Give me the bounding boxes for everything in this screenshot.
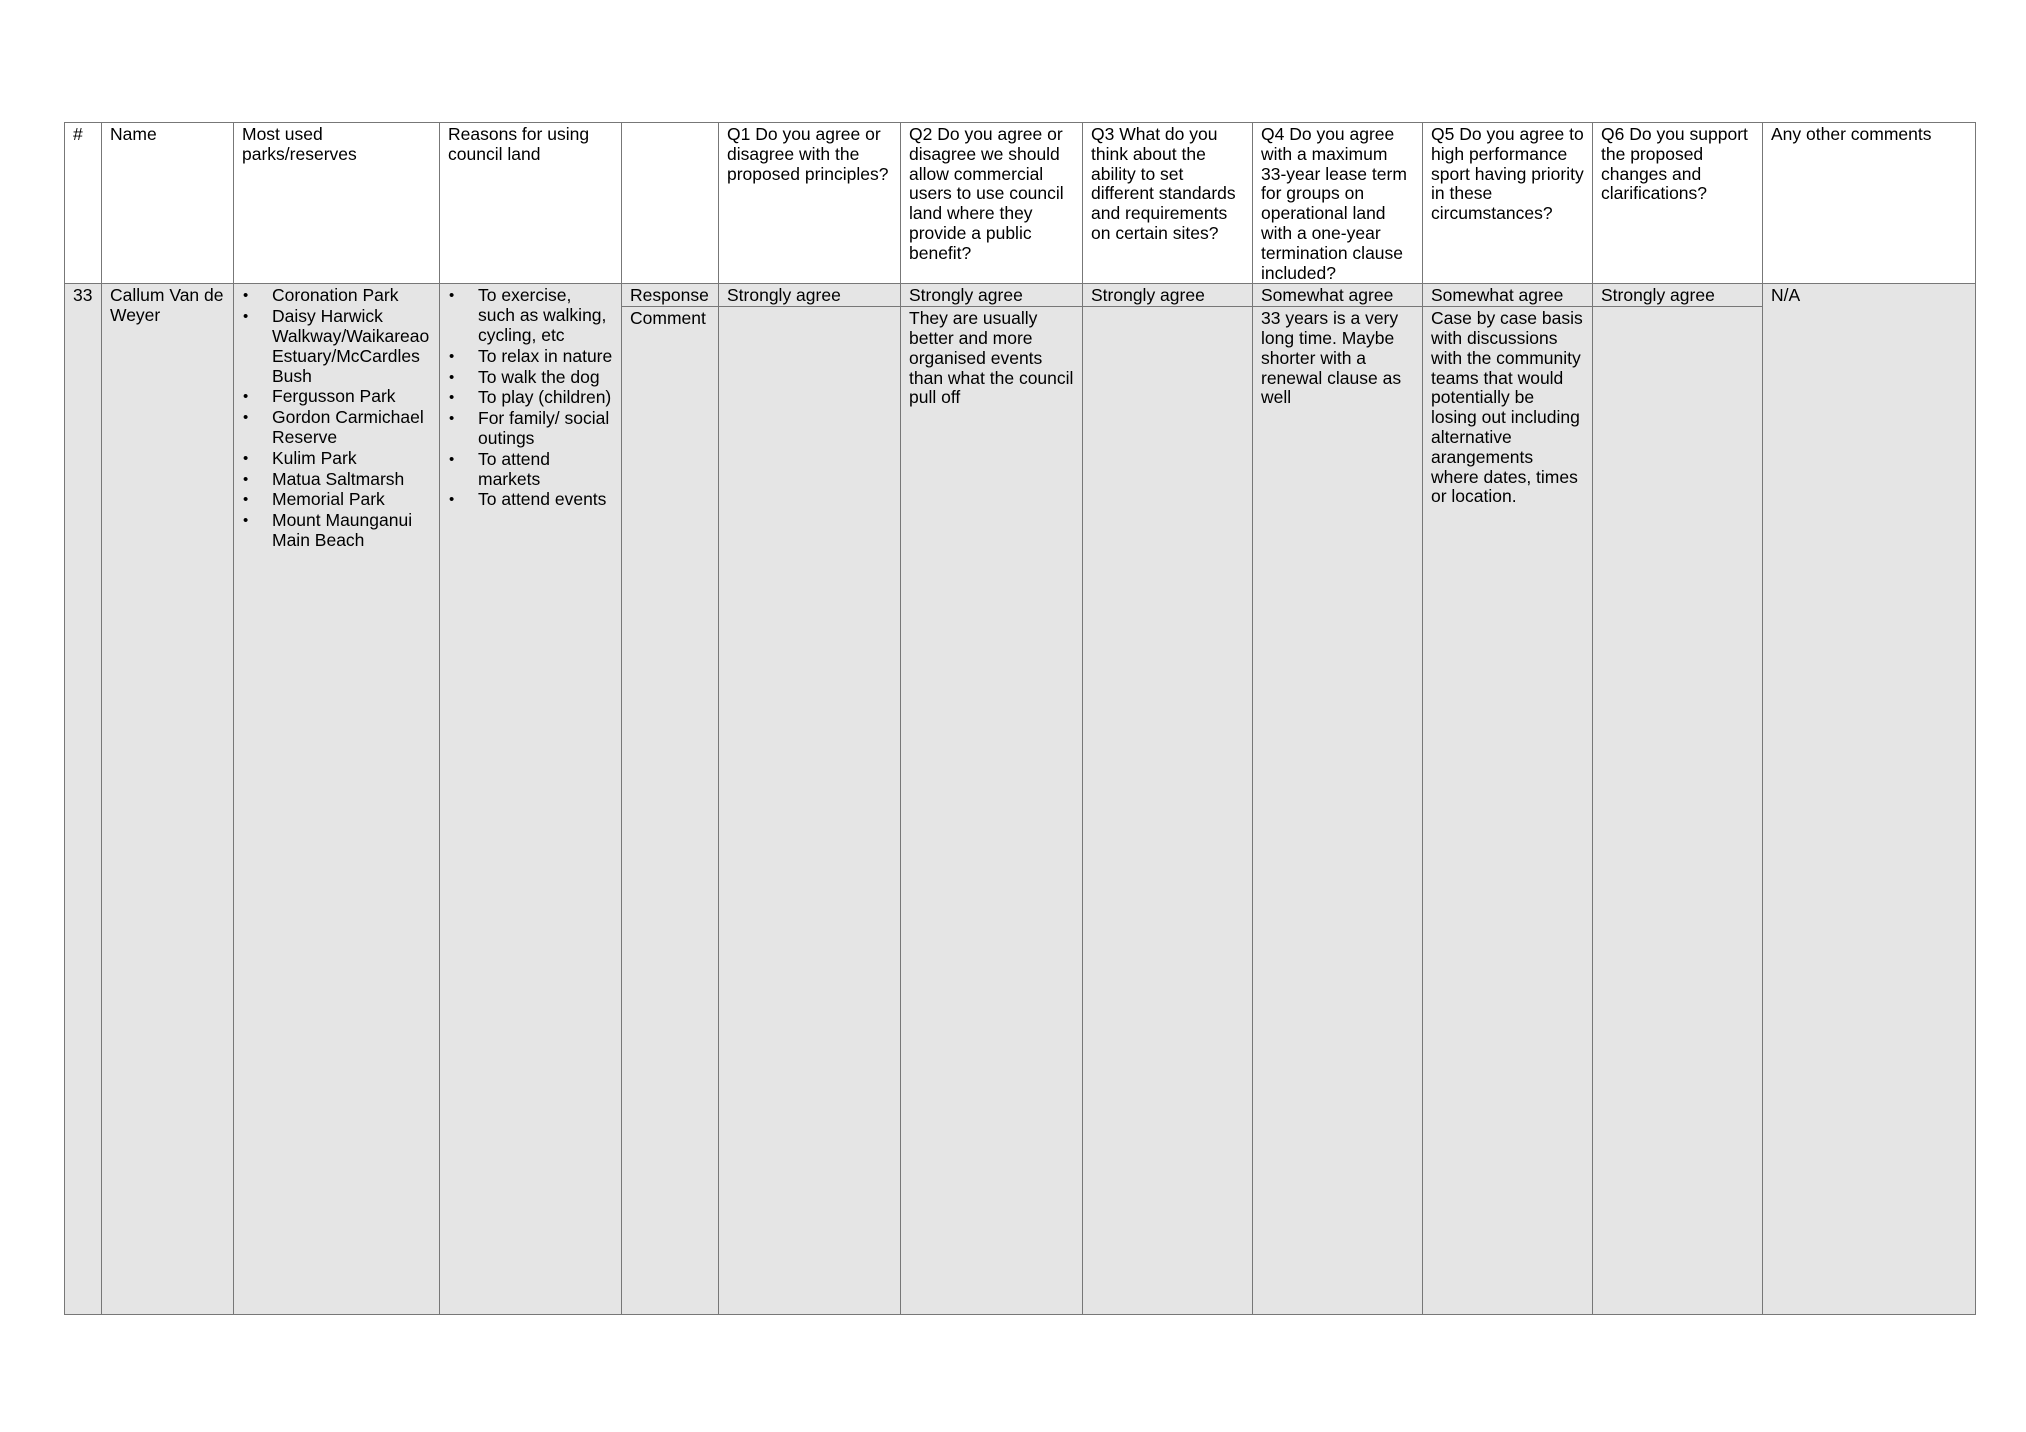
- reason-list-item: • To attend events: [448, 490, 613, 510]
- reasons-cell: [440, 284, 622, 1315]
- comment-q3: [1083, 307, 1253, 1315]
- submission-number: 33: [65, 284, 102, 1315]
- comment-q4: 33 years is a very long time. Maybe shorter with a renewal clause as well: [1253, 307, 1423, 1315]
- header-q3: Q3 What do you think about the ability to set different standards and requirements on certain sites?: [1083, 123, 1253, 284]
- reason-list-item: • To relax in nature: [448, 347, 613, 367]
- header-q5: Q5 Do you agree to high performance sport having priority in these circumstances?: [1423, 123, 1593, 284]
- park-list-item: • Gordon Carmichael Reserve: [242, 408, 431, 448]
- submission-table: [64, 122, 1976, 1315]
- reasons-list: [448, 286, 613, 510]
- reason-list-item: • To attend markets: [448, 450, 613, 490]
- reason-list-item: • To play (children): [448, 388, 613, 408]
- park-list-item: • Daisy Harwick Walkway/Waikareao Estuary/McCardles Bush: [242, 307, 431, 386]
- submitter-name: Callum Van de Weyer: [102, 284, 234, 1315]
- header-q2: Q2 Do you agree or disagree we should allow commercial users to use council land where they provide a public benefit?: [901, 123, 1083, 284]
- header-name: Name: [102, 123, 234, 284]
- header-q1: Q1 Do you agree or disagree with the proposed principles?: [719, 123, 901, 284]
- comment-q1: [719, 307, 901, 1315]
- reason-list-item: • For family/ social outings: [448, 409, 613, 449]
- other-comments: N/A: [1763, 284, 1976, 1315]
- reason-list-item: • To exercise, such as walking, cycling, etc: [448, 286, 613, 345]
- comment-label: Comment: [622, 307, 719, 1315]
- response-q6: Strongly agree: [1593, 284, 1763, 307]
- park-list-item: • Fergusson Park: [242, 387, 431, 407]
- header-parks: Most used parks/reserves: [234, 123, 440, 284]
- park-list-item: • Kulim Park: [242, 449, 431, 469]
- park-list-item: • Mount Maunganui Main Beach: [242, 511, 431, 551]
- response-q3: Strongly agree: [1083, 284, 1253, 307]
- response-q2: Strongly agree: [901, 284, 1083, 307]
- response-q1: Strongly agree: [719, 284, 901, 307]
- response-q5: Somewhat agree: [1423, 284, 1593, 307]
- response-q4: Somewhat agree: [1253, 284, 1423, 307]
- comment-q2: They are usually better and more organised events than what the council pull off: [901, 307, 1083, 1315]
- parks-cell: [234, 284, 440, 1315]
- parks-list: [242, 286, 431, 550]
- comment-q5: Case by case basis with discussions with the community teams that would potentially be losing out including alternative arangements where dates, times or location.: [1423, 307, 1593, 1315]
- response-label: Response: [622, 284, 719, 307]
- header-other-comments: Any other comments: [1763, 123, 1976, 284]
- reason-list-item: • To walk the dog: [448, 368, 613, 388]
- header-reasons: Reasons for using council land: [440, 123, 622, 284]
- park-list-item: • Coronation Park: [242, 286, 431, 306]
- header-number: #: [65, 123, 102, 284]
- header-q4: Q4 Do you agree with a maximum 33-year lease term for groups on operational land with a one-year termination clause included?: [1253, 123, 1423, 284]
- response-row: [65, 284, 1976, 307]
- park-list-item: • Matua Saltmarsh: [242, 470, 431, 490]
- comment-q6: [1593, 307, 1763, 1315]
- header-type: [622, 123, 719, 284]
- park-list-item: • Memorial Park: [242, 490, 431, 510]
- header-q6: Q6 Do you support the proposed changes and clarifications?: [1593, 123, 1763, 284]
- header-row: [65, 123, 1976, 284]
